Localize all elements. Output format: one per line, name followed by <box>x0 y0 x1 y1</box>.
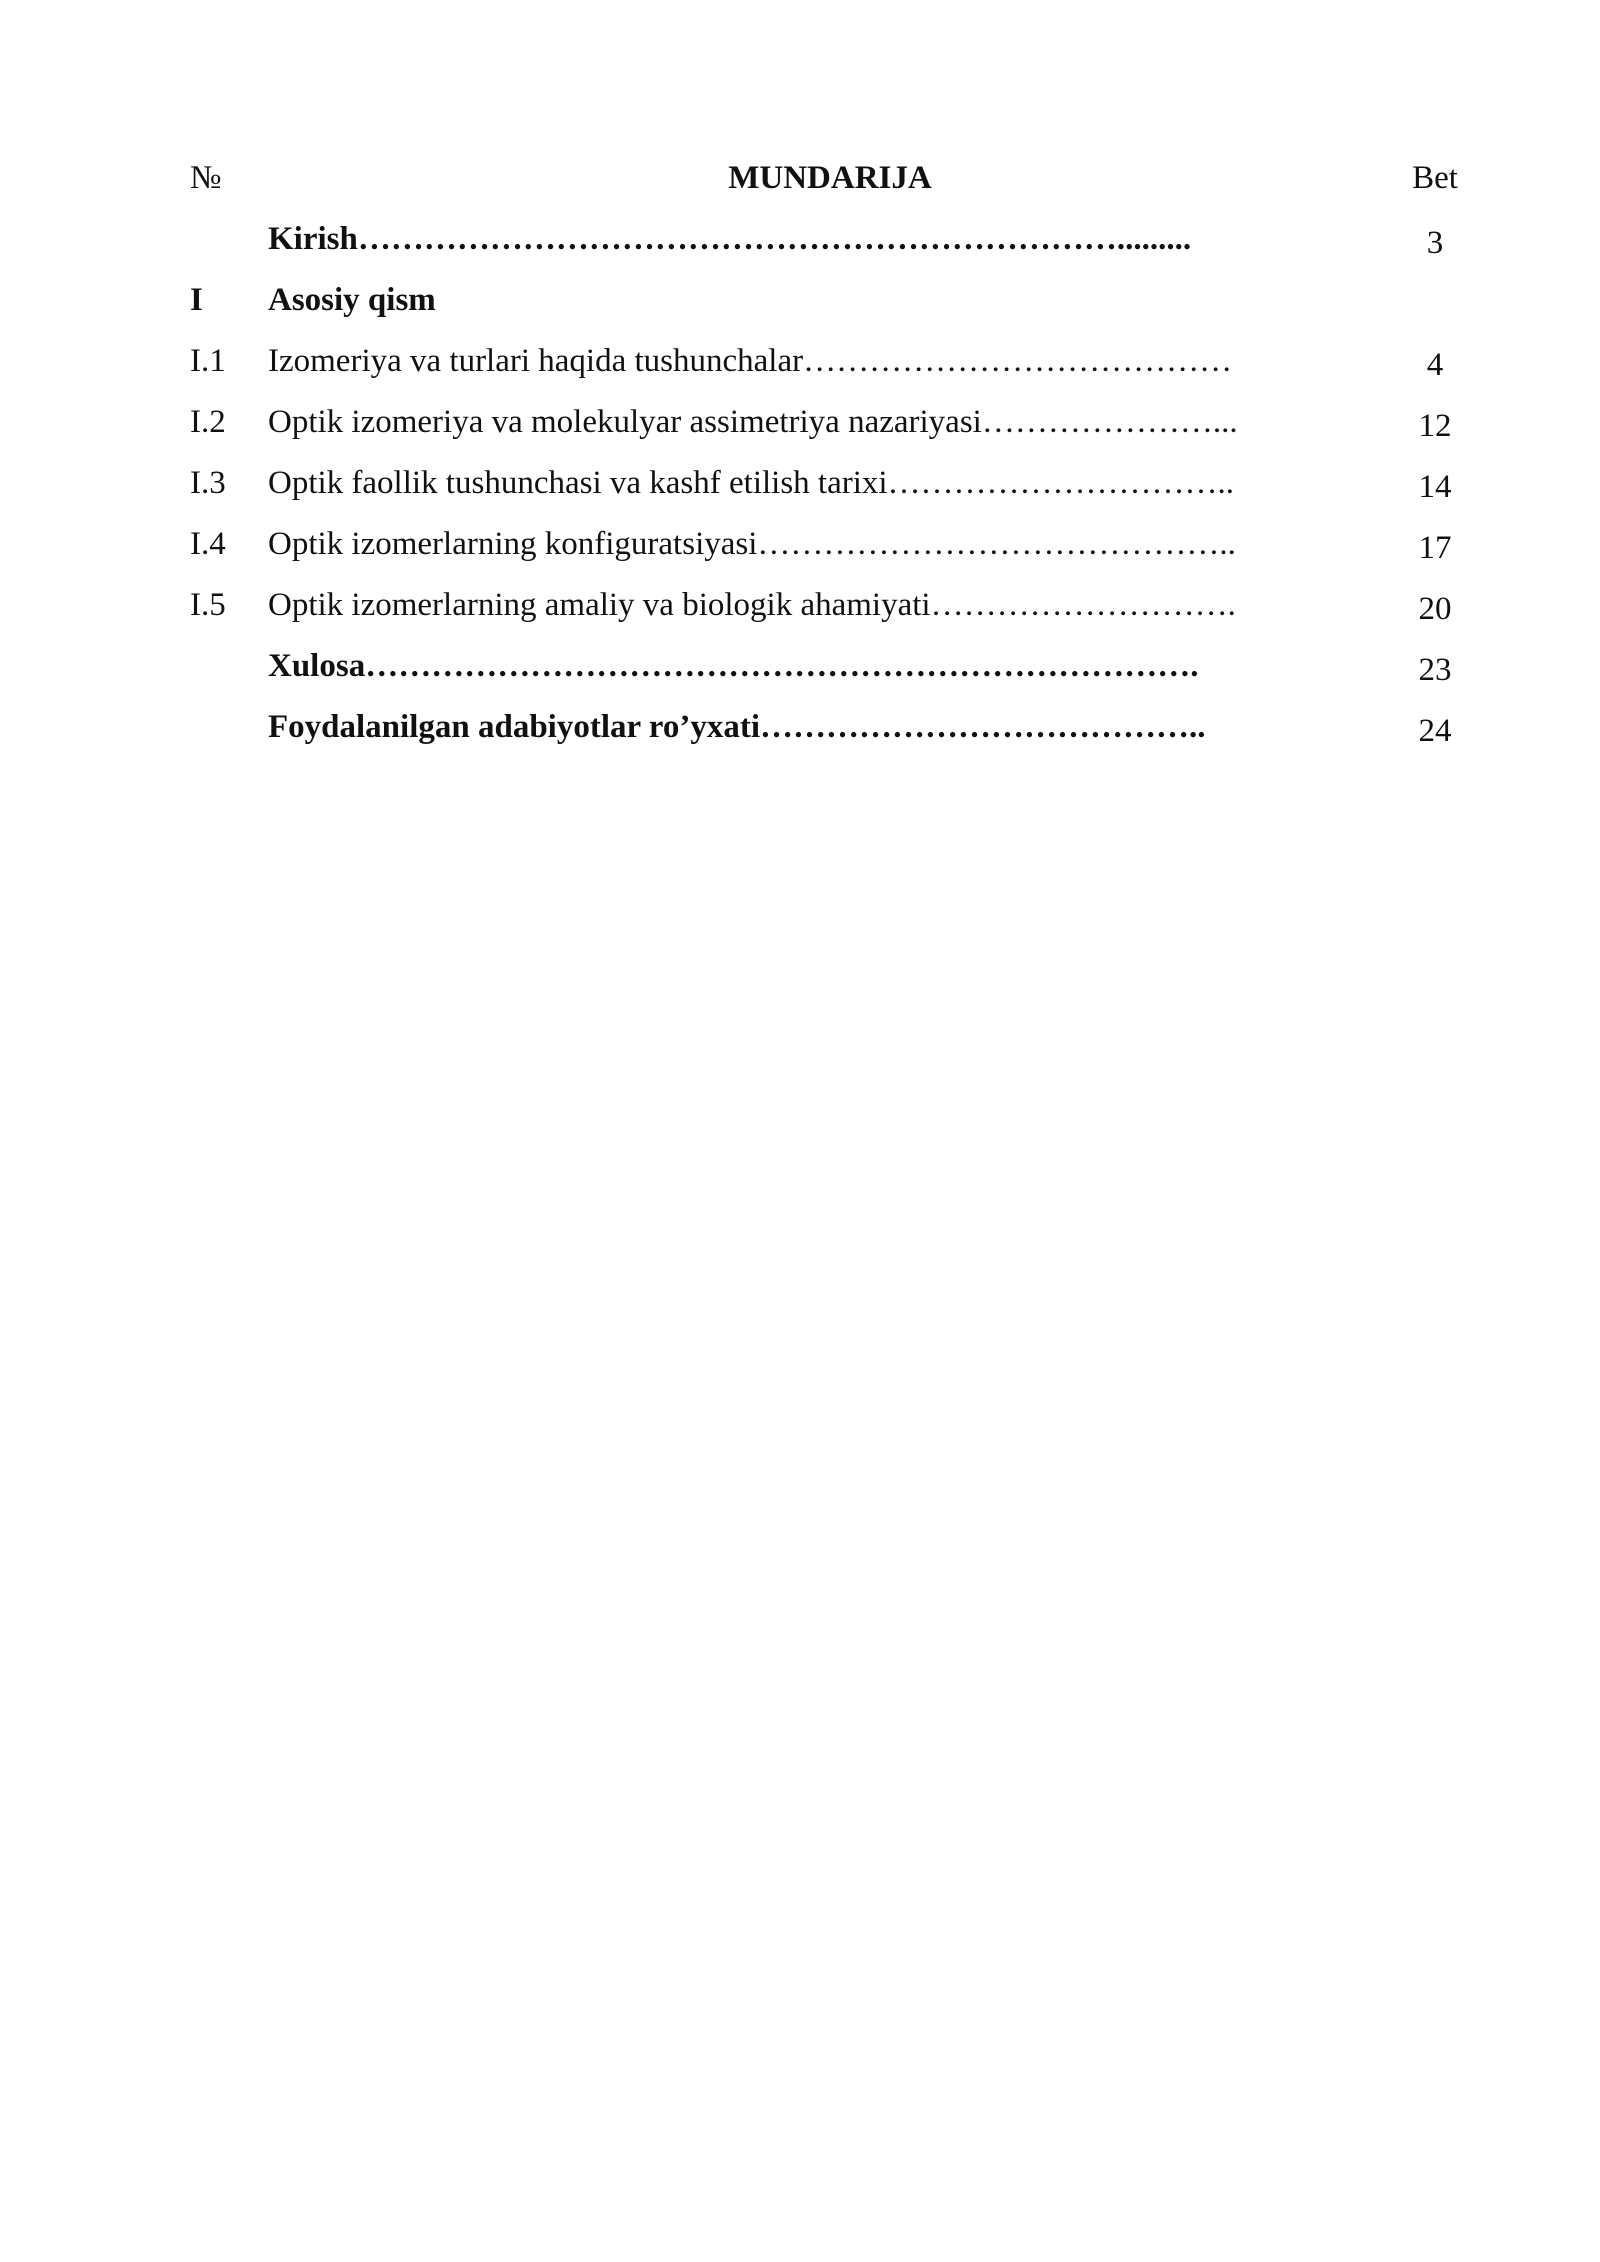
toc-entry-i-2 <box>190 392 1470 453</box>
entry-page: 24 <box>1418 713 1452 749</box>
toc-entry-kirish <box>190 209 1470 270</box>
toc-entry-i-1 <box>190 331 1470 392</box>
entry-number: I.1 <box>190 343 226 379</box>
toc-header <box>190 148 1470 209</box>
toc-entry-xulosa <box>190 636 1470 697</box>
entry-title: Foydalanilgan adabiyotlar ro’yxati………………………………….. <box>268 709 1206 745</box>
entry-page: 4 <box>1426 347 1444 383</box>
toc-entry-i-5 <box>190 575 1470 636</box>
toc-entry-asosiy-qism <box>190 270 1470 331</box>
entry-title: Optik faollik tushunchasi va kashf etilish tarixi………………………….. <box>268 465 1235 501</box>
entry-number: I.4 <box>190 526 226 562</box>
entry-title: Izomeriya va turlari haqida tushunchalar………………………………… <box>268 343 1233 379</box>
entry-number: I.3 <box>190 465 226 501</box>
entry-number: I <box>190 282 203 318</box>
entry-title: Optik izomeriya va molekulyar assimetriya nazariyasi…………………... <box>268 404 1238 440</box>
entry-title: Asosiy qism <box>268 282 436 318</box>
entry-number: I.5 <box>190 587 226 623</box>
entry-page: 20 <box>1418 591 1452 627</box>
toc-entry-i-4 <box>190 514 1470 575</box>
entry-page: 3 <box>1426 225 1444 261</box>
number-column-label: № <box>190 160 222 196</box>
entry-title: Optik izomerlarning amaliy va biologik ahamiyati………………………. <box>268 587 1236 623</box>
page-title: MUNDARIJA <box>728 160 932 196</box>
toc-entry-i-3 <box>190 453 1470 514</box>
toc-entry-adabiyotlar <box>190 697 1470 758</box>
entry-page: 12 <box>1418 408 1452 444</box>
table-of-contents <box>190 148 1470 758</box>
entry-page: 17 <box>1418 530 1452 566</box>
entry-page: 23 <box>1418 652 1452 688</box>
page-column-label: Bet <box>1412 160 1458 196</box>
entry-page: 14 <box>1418 469 1452 505</box>
entry-title: Xulosa…………………………………………………………………. <box>268 648 1199 684</box>
entry-title: Kirish……………………………………………………………......... <box>268 221 1192 257</box>
entry-title: Optik izomerlarning konfiguratsiyasi…………………………………….. <box>268 526 1236 562</box>
entry-number: I.2 <box>190 404 226 440</box>
